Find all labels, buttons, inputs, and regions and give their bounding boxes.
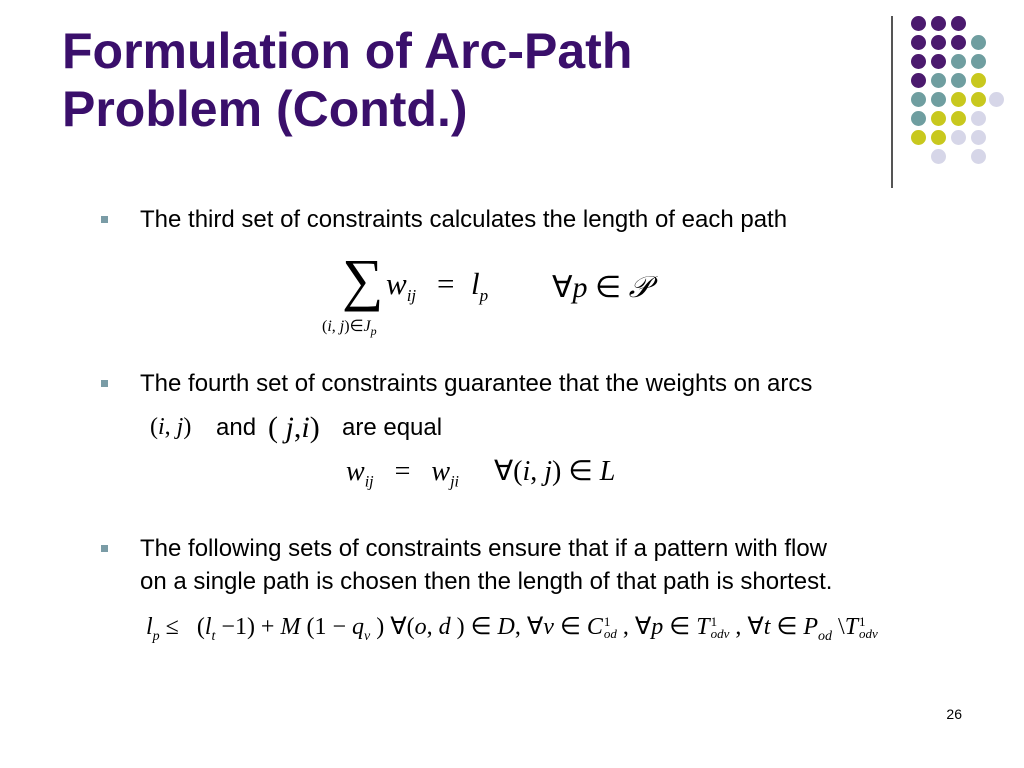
bullet-text-3-line-2: on a single path is chosen then the length of that path is shortest. [140, 568, 833, 595]
dot [971, 35, 986, 50]
dot [931, 54, 946, 69]
dot [911, 35, 926, 50]
dot [951, 92, 966, 107]
dot [951, 54, 966, 69]
dot [971, 73, 986, 88]
divider-line [891, 16, 893, 188]
dot [989, 92, 1004, 107]
eq1-forall: ∀p ∈ 𝒫 [552, 271, 651, 304]
eq1-w: $w_{ij}$ [386, 266, 417, 306]
slide-title [62, 22, 742, 138]
bullet-marker [101, 216, 108, 223]
dot [931, 111, 946, 126]
dot [911, 73, 926, 88]
dot [911, 111, 926, 126]
dot [971, 92, 986, 107]
dot [911, 16, 926, 31]
are-equal-text: are equal [342, 414, 443, 441]
page-number: 26 [946, 706, 962, 722]
bullet-text-2: The fourth set of constraints guarantee that the weights on arcs [140, 370, 813, 397]
dot [931, 92, 946, 107]
dot [931, 130, 946, 145]
dot [951, 73, 966, 88]
equation-shortest-path: $l_p \le (l_t -1) + M$ ($1 - q_v$ ) ∀(o, d ) ∈ D, ∀v ∈ C 1 od , ∀p ∈ T 1 odv , ∀t ∈ $P_{od}$ \T 1 odv [146, 614, 878, 644]
dot [911, 92, 926, 107]
dot [911, 130, 926, 145]
dot [931, 16, 946, 31]
eq1-l: $l_p$ [471, 266, 489, 306]
dot [951, 111, 966, 126]
eq1-subscript: (i, $j)\in J_p$ [322, 318, 377, 339]
bullet-text-1: The third set of constraints calculates the length of each path [140, 206, 788, 233]
dot [951, 35, 966, 50]
sum-symbol: ∑ [342, 247, 384, 312]
title-line-1: Formulation of Arc-Path [62, 23, 633, 79]
pair-ij: (i, j) [150, 414, 192, 440]
and-word: and [216, 414, 257, 441]
dot [911, 54, 926, 69]
bullet-text-3: The following sets of constraints ensure that if a pattern with flow [140, 535, 828, 562]
dot [951, 16, 966, 31]
equation-symmetric-weights: $w_{ij} = w_{ji}$ ∀(i, j) ∈ L [346, 456, 616, 491]
dot [931, 35, 946, 50]
dot [971, 130, 986, 145]
dot [971, 149, 986, 164]
dot [951, 130, 966, 145]
dot [931, 149, 946, 164]
dot [931, 73, 946, 88]
pair-ji: ( j,i) [268, 411, 320, 444]
bullet-marker [101, 380, 108, 387]
title-line-2: Problem (Contd.) [62, 81, 468, 137]
dot [971, 54, 986, 69]
dot [971, 111, 986, 126]
eq1-equals: = [437, 266, 455, 301]
bullet-marker [101, 545, 108, 552]
